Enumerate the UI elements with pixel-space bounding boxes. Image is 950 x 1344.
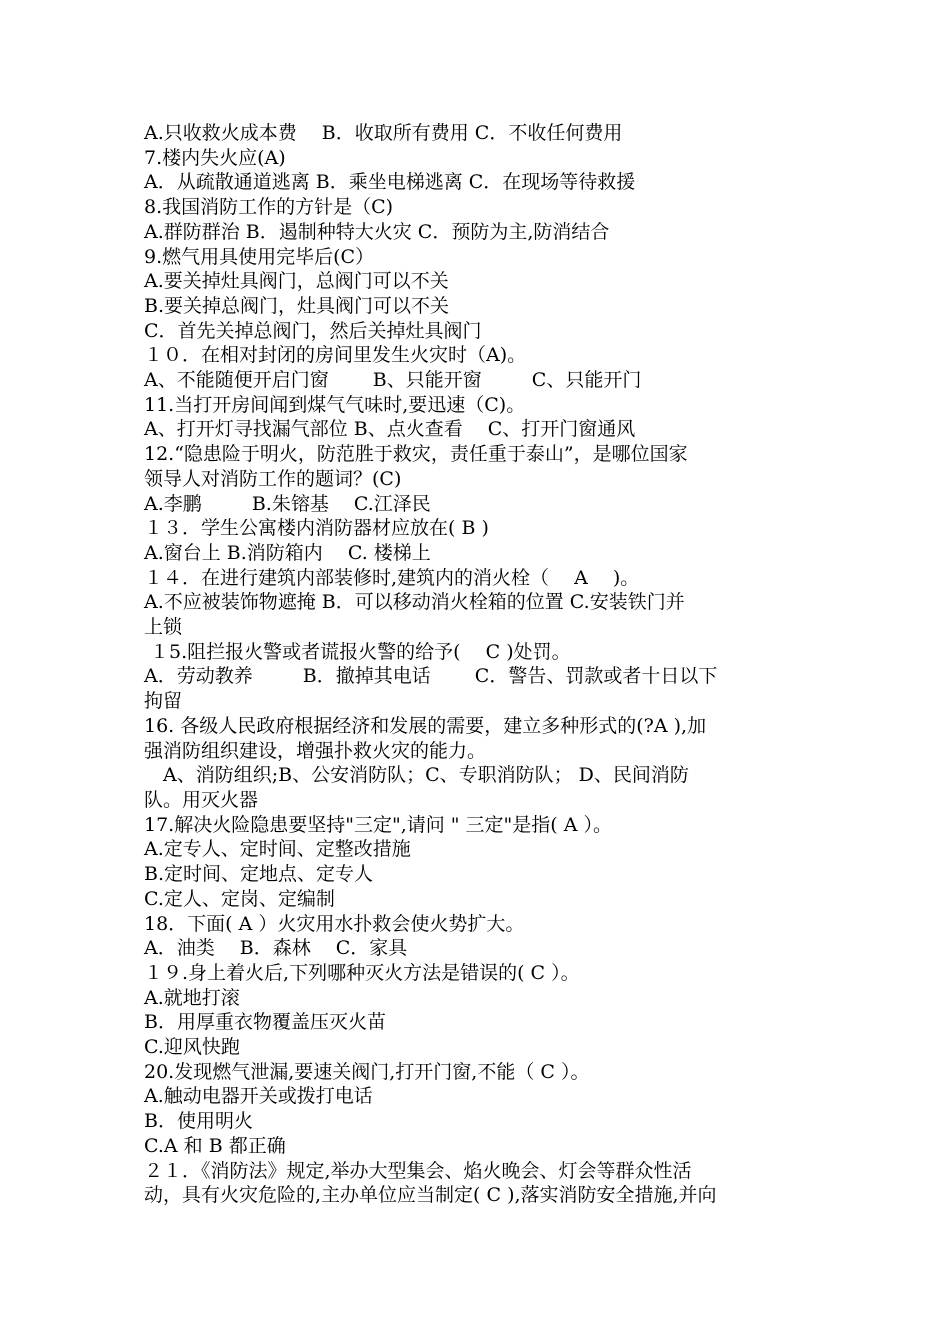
text-line: 动，具有火灾危险的,主办单位应当制定( C ),落实消防安全措施,并向: [144, 1184, 717, 1207]
text-line: 领导人对消防工作的题词？(C): [144, 467, 402, 490]
text-line: A.要关掉灶具阀门，总阀门可以不关: [144, 270, 449, 293]
text-line: 9.燃气用具使用完毕后(C）: [144, 245, 375, 268]
text-line: 20.发现燃气泄漏,要速关阀门,打开门窗,不能（ C ）。: [144, 1060, 590, 1083]
text-line: C.定人、定岗、定编制: [144, 887, 335, 910]
text-line: A.李鹏 B.朱镕基 C.江泽民: [144, 492, 431, 515]
text-line: A.定专人、定时间、定整改措施: [144, 838, 411, 861]
text-line: 17.解决火险隐患要坚持"三定",请问 " 三定"是指( A ）。: [144, 813, 613, 836]
text-line: B.定时间、定地点、定专人: [144, 863, 374, 886]
text-line: 11.当打开房间闻到煤气气味时,要迅速（C)。: [144, 393, 526, 416]
text-line: A.触动电器开关或拨打电话: [144, 1085, 373, 1108]
text-line: 拘留: [144, 690, 183, 713]
text-line: 18．下面( A ）火灾用水扑救会使火势扩大。: [144, 912, 525, 935]
text-line: B．使用明火: [144, 1110, 253, 1133]
text-line: A．从疏散通道逃离 B．乘坐电梯逃离 C．在现场等待救援: [144, 171, 636, 194]
text-line: １5.阻拦报火警或者谎报火警的给予( C )处罚。: [144, 640, 571, 663]
text-line: A.只收救火成本费 B．收取所有费用 C．不收任何费用: [144, 122, 623, 144]
text-line: 队。用灭火器: [144, 788, 259, 811]
text-line: 12.“隐患险于明火，防范胜于救灾，责任重于泰山”，是哪位国家: [144, 443, 688, 466]
text-line: ２１．《消防法》规定,举办大型集会、焰火晚会、灯会等群众性活: [144, 1159, 692, 1182]
text-line: １３．学生公寓楼内消防器材应放在( B ): [144, 517, 489, 540]
text-line: １４．在进行建筑内部装修时,建筑内的消火栓（ A )。: [144, 566, 640, 589]
text-line: A．劳动教养 B．撤掉其电话 C．警告、罚款或者十日以下: [144, 665, 718, 688]
text-line: 7.楼内失火应(A): [144, 146, 286, 169]
text-line: A、不能随便开启门窗 B、只能开窗 C、只能开门: [144, 369, 642, 392]
text-line: C.迎风快跑: [144, 1036, 240, 1059]
text-line: C.A 和 B 都正确: [144, 1134, 286, 1157]
text-line: A.窗台上 B.消防箱内 C. 楼梯上: [144, 541, 431, 564]
text-line: A．油类 B．森林 C．家具: [144, 937, 408, 960]
text-line: B.要关掉总阀门，灶具阀门可以不关: [144, 294, 450, 317]
text-line: 8.我国消防工作的方针是（C): [144, 196, 394, 219]
text-line: 强消防组织建设，增强扑救火灾的能力。: [144, 739, 487, 762]
text-line: １９.身上着火后,下列哪种灭火方法是错误的( C ）。: [144, 961, 580, 984]
text-line: 上锁: [144, 616, 183, 639]
text-line: A.就地打滚: [144, 986, 240, 1009]
document-page: [144, 121, 814, 1208]
text-line: A.群防群治 B．遏制种特大火灾 C．预防为主,防消结合: [144, 220, 610, 243]
text-line: B．用厚重衣物覆盖压灭火苗: [144, 1011, 386, 1034]
text-line: C．首先关掉总阀门，然后关掉灶具阀门: [144, 319, 482, 342]
text-line: A、打开灯寻找漏气部位 B、点火查看 C、打开门窗通风: [144, 418, 636, 441]
text-line: 16. 各级人民政府根据经济和发展的需要，建立多种形式的(?A ),加: [144, 714, 707, 737]
text-line: １０．在相对封闭的房间里发生火灾时（A)。: [144, 344, 527, 367]
text-line: A、消防组织;B、公安消防队；C、专职消防队； D、民间消防: [144, 764, 689, 787]
text-line: A.不应被装饰物遮掩 B．可以移动消火栓箱的位置 C.安装铁门并: [144, 591, 685, 614]
